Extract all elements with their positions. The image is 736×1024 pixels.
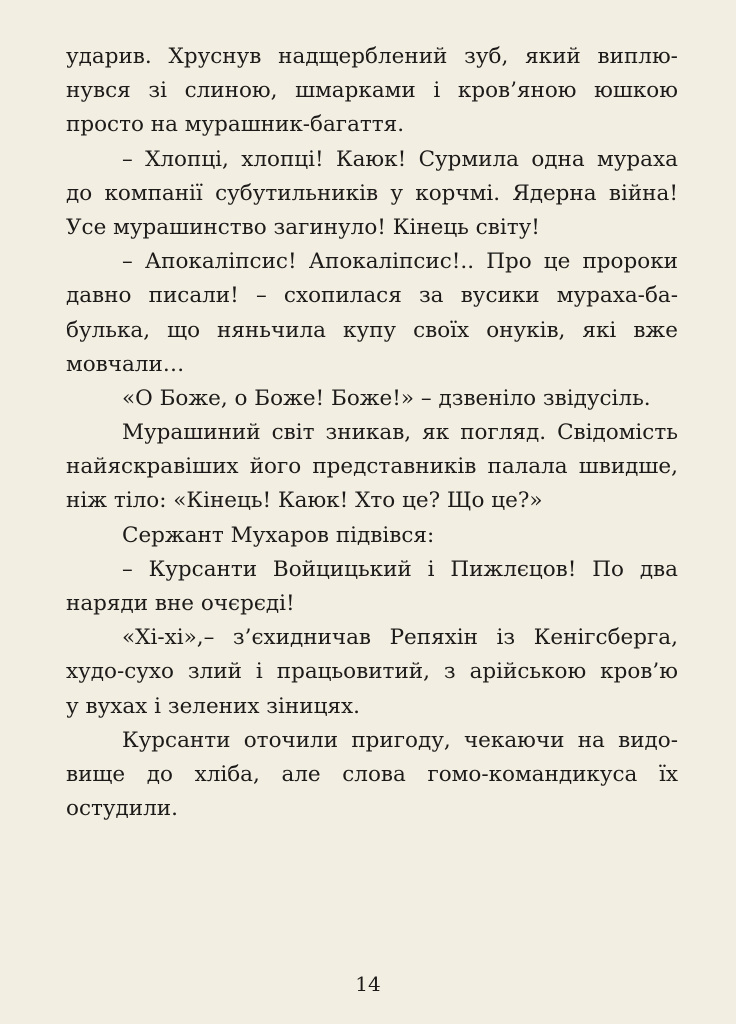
page-number: 14 bbox=[355, 972, 381, 996]
text-line: до компанії субутильників у корчмі. Ядерна війна! bbox=[66, 180, 678, 206]
text-line: давно писали! – схопилася за вусики мураха-ба- bbox=[66, 283, 678, 309]
text-line: – Хлопці, хлопці! Каюк! Сурмила одна мураха bbox=[122, 146, 678, 172]
text-line: наряди вне очєрєді! bbox=[66, 591, 295, 616]
text-line: булька, що няньчила купу своїх онуків, які вже bbox=[66, 317, 678, 343]
text-line: вище до хліба, але слова гомо-командикуса їх bbox=[66, 761, 678, 787]
text-line: остудили. bbox=[66, 796, 178, 822]
text-line: Мурашиний світ зникав, як погляд. Свідомість bbox=[122, 420, 678, 446]
text-line: мовчали… bbox=[66, 351, 185, 377]
text-line: у вухах і зелених зіницях. bbox=[66, 693, 360, 719]
text-line: нувся зі слиною, шмарками і кров’яною юшкою bbox=[66, 78, 678, 104]
text-line: ніж тіло: «Кінець! Каюк! Хто це? Що це?» bbox=[66, 488, 543, 514]
text-line: Усе мурашинство загинуло! Кінець світу! bbox=[66, 214, 540, 240]
body-text bbox=[66, 40, 678, 826]
text-line: – Курсанти Войцицький і Пижлєцов! По два bbox=[122, 556, 678, 582]
text-line: Сержант Мухаров підвівся: bbox=[122, 522, 435, 548]
text-line: Курсанти оточили пригоду, чекаючи на видо- bbox=[122, 727, 678, 753]
text-line: худо-сухо злий і працьовитий, з арійською кров’ю bbox=[66, 659, 678, 685]
text-line: просто на мурашник-багаття. bbox=[66, 112, 405, 138]
text-line: ударив. Хруснув надщерблений зуб, який виплю- bbox=[66, 44, 678, 69]
text-line: «Хі-хі»,– з’єхидничав Репяхін із Кенігсберга, bbox=[122, 625, 678, 651]
text-line: – Апокаліпсис! Апокаліпсис!.. Про це пророки bbox=[122, 249, 678, 275]
text-line: найяскравіших його представників палала швидше, bbox=[66, 454, 678, 480]
text-line: «О Боже, о Боже! Боже!» – дзвеніло звідусіль. bbox=[122, 385, 651, 411]
